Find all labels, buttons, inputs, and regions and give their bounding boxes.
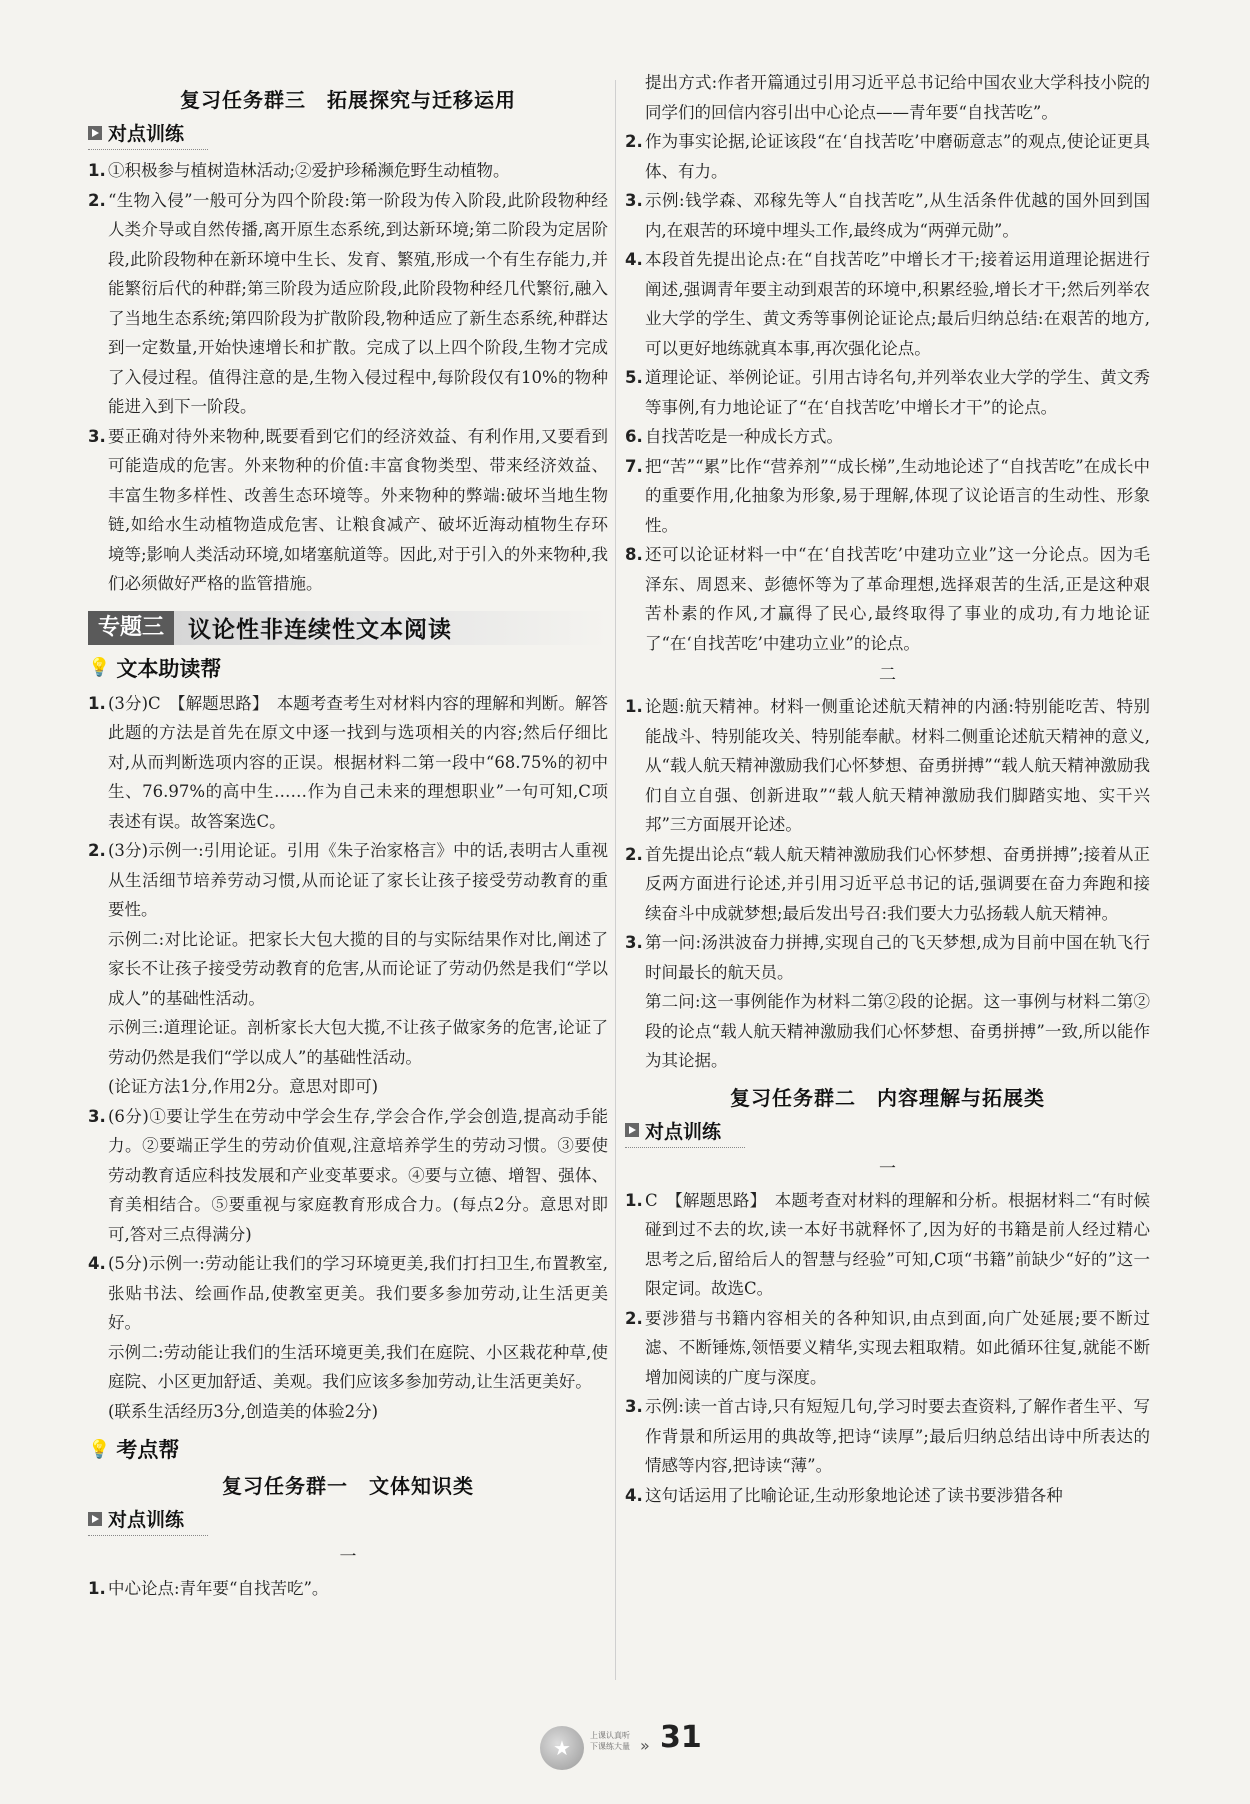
roman-section-marker: 二 [879, 665, 896, 685]
answer-number: 1. [88, 161, 106, 180]
right-column [625, 68, 1150, 1510]
answer-text: 示例二:劳动能让我们的生活环境更美,我们在庭院、小区栽花种草,使庭院、小区更加舒适、美观。我们应该多参加劳动,让生活更美好。 [108, 1342, 608, 1391]
subhead-practice: 对点训练 [88, 1505, 208, 1536]
answer-text: 示例三:道理论证。剖析家长大包大揽,不让孩子做家务的危害,论证了劳动仍然是我们“学以成人”的基础性活动。 [108, 1018, 608, 1067]
answer-list-task1 [88, 1574, 608, 1604]
answer-number: 4. [88, 1254, 106, 1273]
answer-item [88, 1574, 608, 1604]
answer-item [625, 928, 1150, 987]
topic-banner [88, 611, 608, 645]
answer-item [625, 987, 1150, 1076]
section-title-task-group-2: 复习任务群二 内容理解与拓展类 [730, 1085, 1045, 1110]
section-title-task-group-3: 复习任务群三 拓展探究与迁移运用 [180, 88, 516, 112]
answer-item [88, 1102, 608, 1250]
answer-item [625, 245, 1150, 363]
answer-number: 3. [625, 191, 643, 210]
answer-item [88, 422, 608, 599]
answer-list-section-two [625, 692, 1150, 1076]
answer-text: (论证方法1分,作用2分。意思对即可) [108, 1077, 379, 1096]
answer-text: 要正确对待外来物种,既要看到它们的经济效益、有利作用,又要看到可能造成的危害。外来物种的价值:丰富食物类型、带来经济效益、丰富生物多样性、改善生态环境等。外来物种的弊端:破坏当地生物链,如给水生动植物造成危害、让粮食减产、破坏近海动植物生存环境等;影响人类活动环境,如堵塞航道等。因此,对于引入的外来物种,我们必须做好严格的监管措施。 [108, 426, 608, 593]
answer-number: 1. [625, 697, 643, 716]
answer-text: 本段首先提出论点:在“自找苦吃”中增长才干;接着运用道理论据进行阐述,强调青年要主动到艰苦的环境中,积累经验,增长才干;然后列举农业大学的学生、黄文秀等事例论证论点;最后归纳总结:在艰苦的地方,可以更好地练就真本事,再次强化论点。 [645, 250, 1150, 358]
answer-text: 中心论点:青年要“自找苦吃”。 [108, 1579, 329, 1598]
answer-text: 示例二:对比论证。把家长大包大揽的目的与实际结果作对比,阐述了家长不让孩子接受劳动教育的危害,从而论证了劳动仍然是我们“学以成人”的基础性活动。 [108, 929, 608, 1008]
answer-number [88, 1013, 108, 1072]
mascot-star-icon: ★ [540, 1726, 584, 1770]
answer-number [88, 1338, 108, 1397]
answer-number: 2. [625, 844, 643, 864]
answer-number: 6. [625, 427, 643, 446]
answer-number [625, 987, 645, 1076]
answer-item [625, 186, 1150, 245]
answer-number: 4. [625, 250, 643, 269]
answer-list-task2 [625, 1186, 1150, 1511]
roman-section-marker: 一 [879, 1158, 896, 1179]
play-triangle-icon [88, 1512, 102, 1526]
left-column [88, 78, 608, 1604]
footer-slogan: 上课认真听 下课练大量 [590, 1731, 630, 1751]
answer-item [625, 1304, 1150, 1393]
answer-number: 3. [625, 933, 643, 952]
answer-item [625, 540, 1150, 658]
answer-item [625, 363, 1150, 422]
text-helper-heading: 💡 文本助读帮 [88, 656, 222, 681]
lightbulb-icon: 💡 [88, 657, 111, 678]
answer-item [625, 127, 1150, 186]
answer-text: 要涉猎与书籍内容相关的各种知识,由点到面,向广处延展;要不断过滤、不断锤炼,领悟要义精华,实现去粗取精。如此循环往复,就能不断增加阅读的广度与深度。 [645, 1308, 1150, 1387]
answer-item [625, 1186, 1150, 1304]
answer-item [88, 689, 608, 837]
answer-number: 8. [625, 545, 643, 564]
answer-number: 3. [88, 426, 106, 446]
double-chevron-icon: » [640, 1736, 650, 1755]
answer-number: 1. [88, 693, 106, 713]
answer-text: “生物入侵”一般可分为四个阶段:第一阶段为传入阶段,此阶段物种经人类介导或自然传播,离开原生态系统,到达新环境;第二阶段为定居阶段,此阶段物种在新环境中生长、发育、繁殖,形成一个有生存能力,并能繁衍后代的种群;第三阶段为适应阶段,此阶段物种经几代繁衍,融入了当地生态系统;第四阶段为扩散阶段,物种适应了新生态系统,种群达到一定数量,开始快速增长和扩散。完成了以上四个阶段,生物才完成了入侵过程。值得注意的是,生物入侵过程中,每阶段仅有10%的物种能进入到下一阶段。 [108, 190, 608, 416]
answer-item [625, 68, 1150, 127]
section-title-task-group-1: 复习任务群一 文体知识类 [222, 1474, 474, 1498]
answer-item [625, 1481, 1150, 1511]
topic-title: 议论性非连续性文本阅读 [188, 617, 453, 643]
answer-text: (3分)C 【解题思路】 本题考查考生对材料内容的理解和判断。解答此题的方法是首先在原文中逐一找到与选项相关的内容;然后仔细比对,从而判断选项内容的正误。根据材料二第一段中“68.75%的初中生、76.97%的高中生……作为自己未来的理想职业”一句可知,C项表述有误。故答案选C。 [108, 693, 608, 831]
answer-item [88, 1013, 608, 1072]
topic-tag: 专题三 [88, 611, 174, 645]
answer-text: 第一问:汤洪波奋力拼搏,实现自己的飞天梦想,成为目前中国在轨飞行时间最长的航天员。 [645, 933, 1150, 982]
answer-number: 7. [625, 456, 643, 476]
answer-text: ①积极参与植树造林活动;②爱护珍稀濒危野生动植物。 [108, 161, 510, 180]
exam-points-heading: 💡 考点帮 [88, 1438, 180, 1462]
answer-text: 第二问:这一事例能作为材料二第②段的论据。这一事例与材料二第②段的论点“载人航天精神激励我们心怀梦想、奋勇拼搏”一致,所以能作为其论据。 [645, 992, 1150, 1070]
answer-text: 把“苦”“累”比作“营养剂”“成长梯”,生动地论述了“自找苦吃”在成长中的重要作用,化抽象为形象,易于理解,体现了议论语言的生动性、形象性。 [645, 456, 1150, 535]
answer-item [625, 422, 1150, 452]
play-triangle-icon [625, 1123, 639, 1137]
answer-item [88, 1338, 608, 1397]
answer-text: 作为事实论据,论证该段“在‘自找苦吃’中磨砺意志”的观点,使论证更具体、有力。 [645, 132, 1150, 181]
answer-text: (联系生活经历3分,创造美的体验2分) [108, 1401, 379, 1421]
answer-list-text-helper [88, 689, 608, 1427]
answer-number: 2. [88, 841, 106, 860]
answer-item [88, 156, 608, 186]
answer-item [625, 840, 1150, 929]
page-number: 31 [660, 1720, 702, 1755]
answer-item [625, 452, 1150, 541]
answer-number: 3. [88, 1106, 106, 1126]
answer-number: 4. [625, 1485, 643, 1505]
answer-text: (3分)示例一:引用论证。引用《朱子治家格言》中的话,表明古人重视从生活细节培养劳动习惯,从而论证了家长让孩子接受劳动教育的重要性。 [108, 841, 608, 919]
answer-number: 5. [625, 368, 643, 387]
answer-item [88, 1397, 608, 1427]
answer-text: C 【解题思路】 本题考查对材料的理解和分析。根据材料二“有时候碰到过不去的坎,读一本好书就释怀了,因为好的书籍是前人经过精心思考之后,留给后人的智慧与经验”可知,C项“书籍”前缺少“好的”这一限定词。故选C。 [645, 1190, 1150, 1298]
subhead-practice: 对点训练 [625, 1117, 745, 1148]
answer-text: 示例:钱学森、邓稼先等人“自找苦吃”,从生活条件优越的国外回到国内,在艰苦的环境中埋头工作,最终成为“两弹元勋”。 [645, 191, 1150, 240]
answer-text: 这句话运用了比喻论证,生动形象地论述了读书要涉猎各种 [645, 1485, 1063, 1505]
answer-item [88, 186, 608, 422]
answer-text: (5分)示例一:劳动能让我们的学习环境更美,我们打扫卫生,布置教室,张贴书法、绘画作品,使教室更美。我们要多参加劳动,让生活更美好。 [108, 1254, 608, 1332]
answer-item [625, 692, 1150, 840]
answer-text: 还可以论证材料一中“在‘自找苦吃’中建功立业”这一分论点。因为毛泽东、周恩来、彭德怀等为了革命理想,选择艰苦的生活,正是这种艰苦朴素的作风,才赢得了民心,最终取得了事业的成功,有力地论证了“在‘自找苦吃’中建功立业”的论点。 [645, 545, 1150, 653]
subhead-practice: 对点训练 [88, 119, 208, 150]
column-divider [615, 80, 616, 1680]
answer-item [88, 925, 608, 1014]
answer-number [88, 1397, 108, 1427]
page-footer [0, 1720, 1250, 1790]
roman-section-marker: 一 [339, 1547, 357, 1567]
answer-list-task3 [88, 156, 608, 599]
answer-number: 2. [88, 190, 106, 210]
answer-number [625, 68, 645, 127]
answer-text: 自找苦吃是一种成长方式。 [645, 427, 843, 446]
answer-number: 2. [625, 132, 643, 151]
answer-text: 道理论证、举例论证。引用古诗名句,并列举农业大学的学生、黄文秀等事例,有力地论证了“在‘自找苦吃’中增长才干”的论点。 [645, 368, 1150, 417]
answer-item [88, 1072, 608, 1102]
answer-text: 提出方式:作者开篇通过引用习近平总书记给中国农业大学科技小院的同学们的回信内容引出中心论点——青年要“自找苦吃”。 [645, 73, 1150, 122]
answer-number: 2. [625, 1308, 643, 1328]
answer-number: 1. [625, 1190, 643, 1210]
answer-text: 论题:航天精神。材料一侧重论述航天精神的内涵:特别能吃苦、特别能战斗、特别能攻关、特别能奉献。材料二侧重论述航天精神的意义,从“载人航天精神激励我们心怀梦想、奋勇拼搏”“载人航天精神激励我们自立自强、创新进取”“载人航天精神激励我们脚踏实地、实干兴邦”三方面展开论述。 [645, 697, 1150, 834]
answer-item [88, 836, 608, 925]
answer-number: 3. [625, 1397, 643, 1416]
answer-item [88, 1249, 608, 1338]
answer-number [88, 1072, 108, 1102]
answer-text: 示例:读一首古诗,只有短短几句,学习时要去查资料,了解作者生平、写作背景和所运用的典故等,把诗“读厚”;最后归纳总结出诗中所表达的情感等内容,把诗读“薄”。 [645, 1397, 1150, 1475]
answer-text: 首先提出论点“载人航天精神激励我们心怀梦想、奋勇拼搏”;接着从正反两方面进行论述,并引用习近平总书记的话,强调要在奋力奔跑和接续奋斗中成就梦想;最后发出号召:我们要大力弘扬载人航天精神。 [645, 844, 1150, 923]
play-triangle-icon [88, 126, 102, 140]
answer-list-continued [625, 68, 1150, 658]
answer-text: (6分)①要让学生在劳动中学会生存,学会合作,学会创造,提高动手能力。②要端正学生的劳动价值观,注意培养学生的劳动习惯。③要使劳动教育适应科技发展和产业变革要求。④要与立德、增智、强体、育美相结合。⑤要重视与家庭教育形成合力。(每点2分。意思对即可,答对三点得满分) [108, 1106, 608, 1244]
lightbulb-icon: 💡 [88, 1438, 111, 1460]
answer-item [625, 1392, 1150, 1481]
answer-number: 1. [88, 1579, 106, 1598]
answer-number [88, 925, 108, 1014]
